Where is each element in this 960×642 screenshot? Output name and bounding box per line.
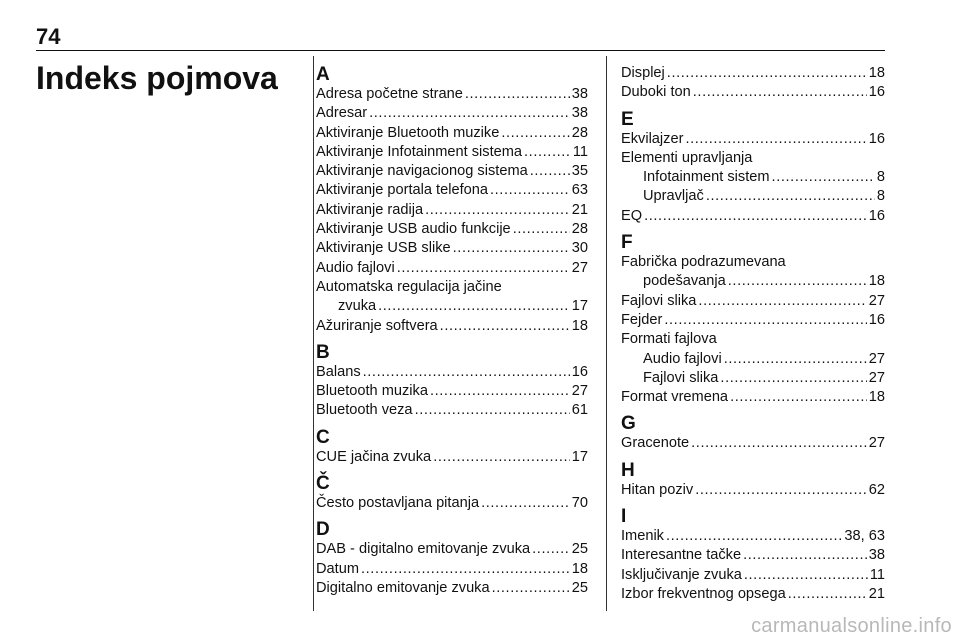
- index-section: [621, 413, 885, 453]
- entry-term: CUE jačina zvuka: [316, 448, 432, 465]
- index-entry: [316, 382, 588, 401]
- entry-term: Format vremena: [621, 389, 729, 406]
- entry-term: EQ: [621, 207, 643, 224]
- section-letter: E: [621, 108, 634, 130]
- index-entry: [621, 350, 885, 369]
- dot-leader: [644, 207, 867, 226]
- index-entry: [621, 168, 885, 187]
- entry-term: Infotainment sistem: [643, 169, 770, 186]
- index-entry: [621, 272, 885, 291]
- dot-leader: [691, 434, 867, 453]
- index-section: [621, 460, 885, 500]
- entry-page-number: 38: [571, 86, 588, 102]
- entry-page-number: 35: [571, 163, 588, 180]
- entry-term: Aktiviranje USB audio funkcije: [316, 221, 511, 238]
- index-section: [621, 64, 885, 103]
- index-entry: [316, 448, 588, 467]
- index-entry: [316, 104, 588, 123]
- dot-leader: [378, 297, 570, 316]
- entry-page-number: 16: [868, 207, 885, 224]
- dot-leader: [440, 317, 570, 336]
- dot-leader: [706, 187, 875, 206]
- dot-leader: [685, 130, 866, 149]
- section-letter: I: [621, 506, 627, 528]
- entry-term: Aktiviranje Infotainment sistema: [316, 143, 523, 160]
- entry-page-number: 18: [868, 389, 885, 406]
- index-entry: [316, 220, 588, 239]
- entry-term: Adresar: [316, 105, 368, 122]
- watermark: carmanualsonline.info: [751, 615, 952, 637]
- dot-leader: [363, 363, 570, 382]
- index-entry: [316, 162, 588, 181]
- column-divider-left: [313, 56, 314, 611]
- index-entry-heading: Formati fajlova: [621, 331, 717, 348]
- entry-page-number: 18: [868, 65, 885, 81]
- header-rule: [36, 50, 885, 51]
- index-entry: [316, 297, 588, 316]
- entry-term: Aktiviranje USB slike: [316, 240, 451, 257]
- dot-leader: [728, 272, 867, 291]
- entry-term: Gracenote: [621, 435, 690, 452]
- entry-page-number: 8: [876, 169, 885, 186]
- dot-leader: [524, 143, 571, 162]
- dot-leader: [425, 201, 570, 220]
- entry-page-number: 21: [868, 585, 885, 602]
- entry-page-number: 27: [868, 435, 885, 452]
- dot-leader: [664, 311, 866, 330]
- index-entry: [621, 481, 885, 500]
- entry-page-number: 38, 63: [844, 528, 885, 545]
- entry-page-number: 27: [571, 383, 588, 400]
- index-section: [316, 64, 588, 336]
- dot-leader: [490, 181, 570, 200]
- index-section: [316, 342, 588, 421]
- index-column-2: [621, 64, 885, 610]
- entry-page-number: 70: [571, 495, 588, 512]
- dot-leader: [430, 382, 570, 401]
- dot-leader: [465, 85, 570, 104]
- dot-leader: [730, 388, 867, 407]
- entry-term: Digitalno emitovanje zvuka: [316, 579, 490, 596]
- entry-term: Aktiviranje navigacionog sistema: [316, 163, 528, 180]
- entry-page-number: 30: [571, 240, 588, 257]
- entry-page-number: 8: [876, 188, 885, 205]
- entry-term: Fejder: [621, 311, 663, 328]
- entry-page-number: 16: [868, 311, 885, 328]
- entry-page-number: 21: [571, 201, 588, 218]
- index-section: [316, 427, 588, 467]
- index-entry: [316, 317, 588, 336]
- entry-page-number: 38: [868, 547, 885, 564]
- index-entry: [316, 259, 588, 278]
- index-entry: [316, 363, 588, 382]
- index-entry: [316, 201, 588, 220]
- index-section: [316, 473, 588, 513]
- entry-term: Displej: [621, 65, 665, 81]
- dot-leader: [397, 259, 570, 278]
- dot-leader: [513, 220, 570, 239]
- entry-page-number: 11: [869, 566, 885, 583]
- entry-page-number: 27: [571, 259, 588, 276]
- index-entry: [316, 85, 588, 104]
- index-entry: [621, 207, 885, 226]
- section-letter: A: [316, 64, 330, 85]
- index-entry-heading: Elementi upravljanja: [621, 149, 753, 166]
- entry-term: Adresa početne strane: [316, 86, 463, 102]
- entry-term: Ekvilajzer: [621, 130, 684, 147]
- entry-term: Duboki ton: [621, 84, 691, 101]
- entry-term: Imenik: [621, 528, 664, 545]
- entry-page-number: 16: [571, 363, 588, 380]
- entry-term: Bluetooth muzika: [316, 383, 428, 400]
- entry-term: Ažuriranje softvera: [316, 317, 438, 334]
- index-entry: [621, 546, 885, 565]
- dot-leader: [501, 124, 569, 143]
- index-entry: [316, 124, 588, 143]
- dot-leader: [695, 481, 867, 500]
- dot-leader: [361, 560, 570, 579]
- dot-leader: [492, 579, 570, 598]
- entry-term: Aktiviranje Bluetooth muzike: [316, 124, 500, 141]
- dot-leader: [369, 104, 570, 123]
- index-entry-heading: Automatska regulacija jačine: [316, 278, 502, 295]
- index-entry: [621, 292, 885, 311]
- entry-page-number: 27: [868, 350, 885, 367]
- index-entry: [621, 585, 885, 604]
- entry-term: Upravljač: [643, 188, 704, 205]
- entry-page-number: 18: [571, 317, 588, 334]
- index-entry: [316, 560, 588, 579]
- index-entry: [316, 540, 588, 559]
- dot-leader: [744, 566, 868, 585]
- section-letter: G: [621, 413, 636, 435]
- dot-leader: [530, 162, 570, 181]
- dot-leader: [743, 546, 867, 565]
- entry-term: Izbor frekventnog opsega: [621, 585, 786, 602]
- dot-leader: [532, 540, 570, 559]
- entry-page-number: 16: [868, 130, 885, 147]
- index-entry: [316, 494, 588, 513]
- entry-term: Isključivanje zvuka: [621, 566, 742, 583]
- entry-page-number: 17: [571, 298, 588, 315]
- entry-page-number: 63: [571, 182, 588, 199]
- section-letter: Č: [316, 473, 330, 495]
- dot-leader: [481, 494, 570, 513]
- section-letter: C: [316, 426, 330, 448]
- entry-term: Fajlovi slika: [621, 292, 697, 309]
- entry-page-number: 18: [571, 560, 588, 577]
- entry-term: Aktiviranje portala telefona: [316, 182, 488, 199]
- dot-leader: [724, 350, 867, 369]
- entry-page-number: 27: [868, 369, 885, 386]
- entry-page-number: 38: [571, 105, 588, 122]
- entry-page-number: 25: [571, 579, 588, 596]
- entry-page-number: 16: [868, 84, 885, 101]
- index-section: [316, 519, 588, 598]
- index-entry-heading: Fabrička podrazumevana: [621, 254, 786, 271]
- page-number: 74: [36, 24, 61, 49]
- index-entry: [316, 143, 588, 162]
- entry-term: Aktiviranje radija: [316, 201, 424, 218]
- entry-page-number: 18: [868, 273, 885, 290]
- entry-term: Bluetooth veza: [316, 402, 413, 419]
- index-section: [621, 232, 885, 407]
- index-entry: [621, 369, 885, 388]
- index-section: [621, 506, 885, 604]
- entry-term: Audio fajlovi: [643, 350, 722, 367]
- section-letter: H: [621, 459, 635, 481]
- index-entry: [621, 527, 885, 546]
- dot-leader: [720, 369, 866, 388]
- entry-term: Hitan poziv: [621, 481, 694, 498]
- dot-leader: [415, 401, 570, 420]
- index-entry: [621, 311, 885, 330]
- index-entry: [621, 388, 885, 407]
- entry-term: Audio fajlovi: [316, 259, 395, 276]
- entry-page-number: 11: [572, 143, 588, 160]
- entry-term: podešavanja: [643, 273, 726, 290]
- index-entry: [621, 83, 885, 102]
- index-entry: [621, 187, 885, 206]
- index-entry: [621, 130, 885, 149]
- entry-page-number: 25: [571, 541, 588, 558]
- column-divider-right: [606, 56, 607, 611]
- dot-leader: [433, 448, 570, 467]
- index-entry: [316, 239, 588, 258]
- index-column-1: [316, 64, 588, 604]
- entry-term: Često postavljana pitanja: [316, 495, 480, 512]
- index-entry: [621, 434, 885, 453]
- index-entry: [316, 579, 588, 598]
- dot-leader: [772, 168, 875, 187]
- entry-page-number: 28: [571, 124, 588, 141]
- section-letter: B: [316, 341, 330, 363]
- entry-page-number: 61: [571, 402, 588, 419]
- entry-term: Balans: [316, 363, 361, 380]
- entry-term: Datum: [316, 560, 359, 577]
- entry-term: DAB - digitalno emitovanje zvuka: [316, 541, 531, 558]
- dot-leader: [788, 585, 867, 604]
- dot-leader: [453, 239, 570, 258]
- entry-term: Interesantne tačke: [621, 547, 742, 564]
- index-section: [621, 109, 885, 226]
- dot-leader: [667, 64, 867, 83]
- section-letter: D: [316, 519, 330, 541]
- page-title: Indeks pojmova: [36, 60, 278, 96]
- dot-leader: [698, 292, 866, 311]
- entry-term: zvuka: [338, 298, 377, 315]
- section-letter: F: [621, 232, 633, 254]
- index-entry: [621, 566, 885, 585]
- dot-leader: [666, 527, 842, 546]
- entry-term: Fajlovi slika: [643, 369, 719, 386]
- entry-page-number: 28: [571, 221, 588, 238]
- entry-page-number: 17: [571, 448, 588, 465]
- index-entry: [621, 64, 885, 83]
- index-entry: [316, 181, 588, 200]
- entry-page-number: 27: [868, 292, 885, 309]
- entry-page-number: 62: [868, 481, 885, 498]
- index-entry: [316, 401, 588, 420]
- dot-leader: [693, 83, 867, 102]
